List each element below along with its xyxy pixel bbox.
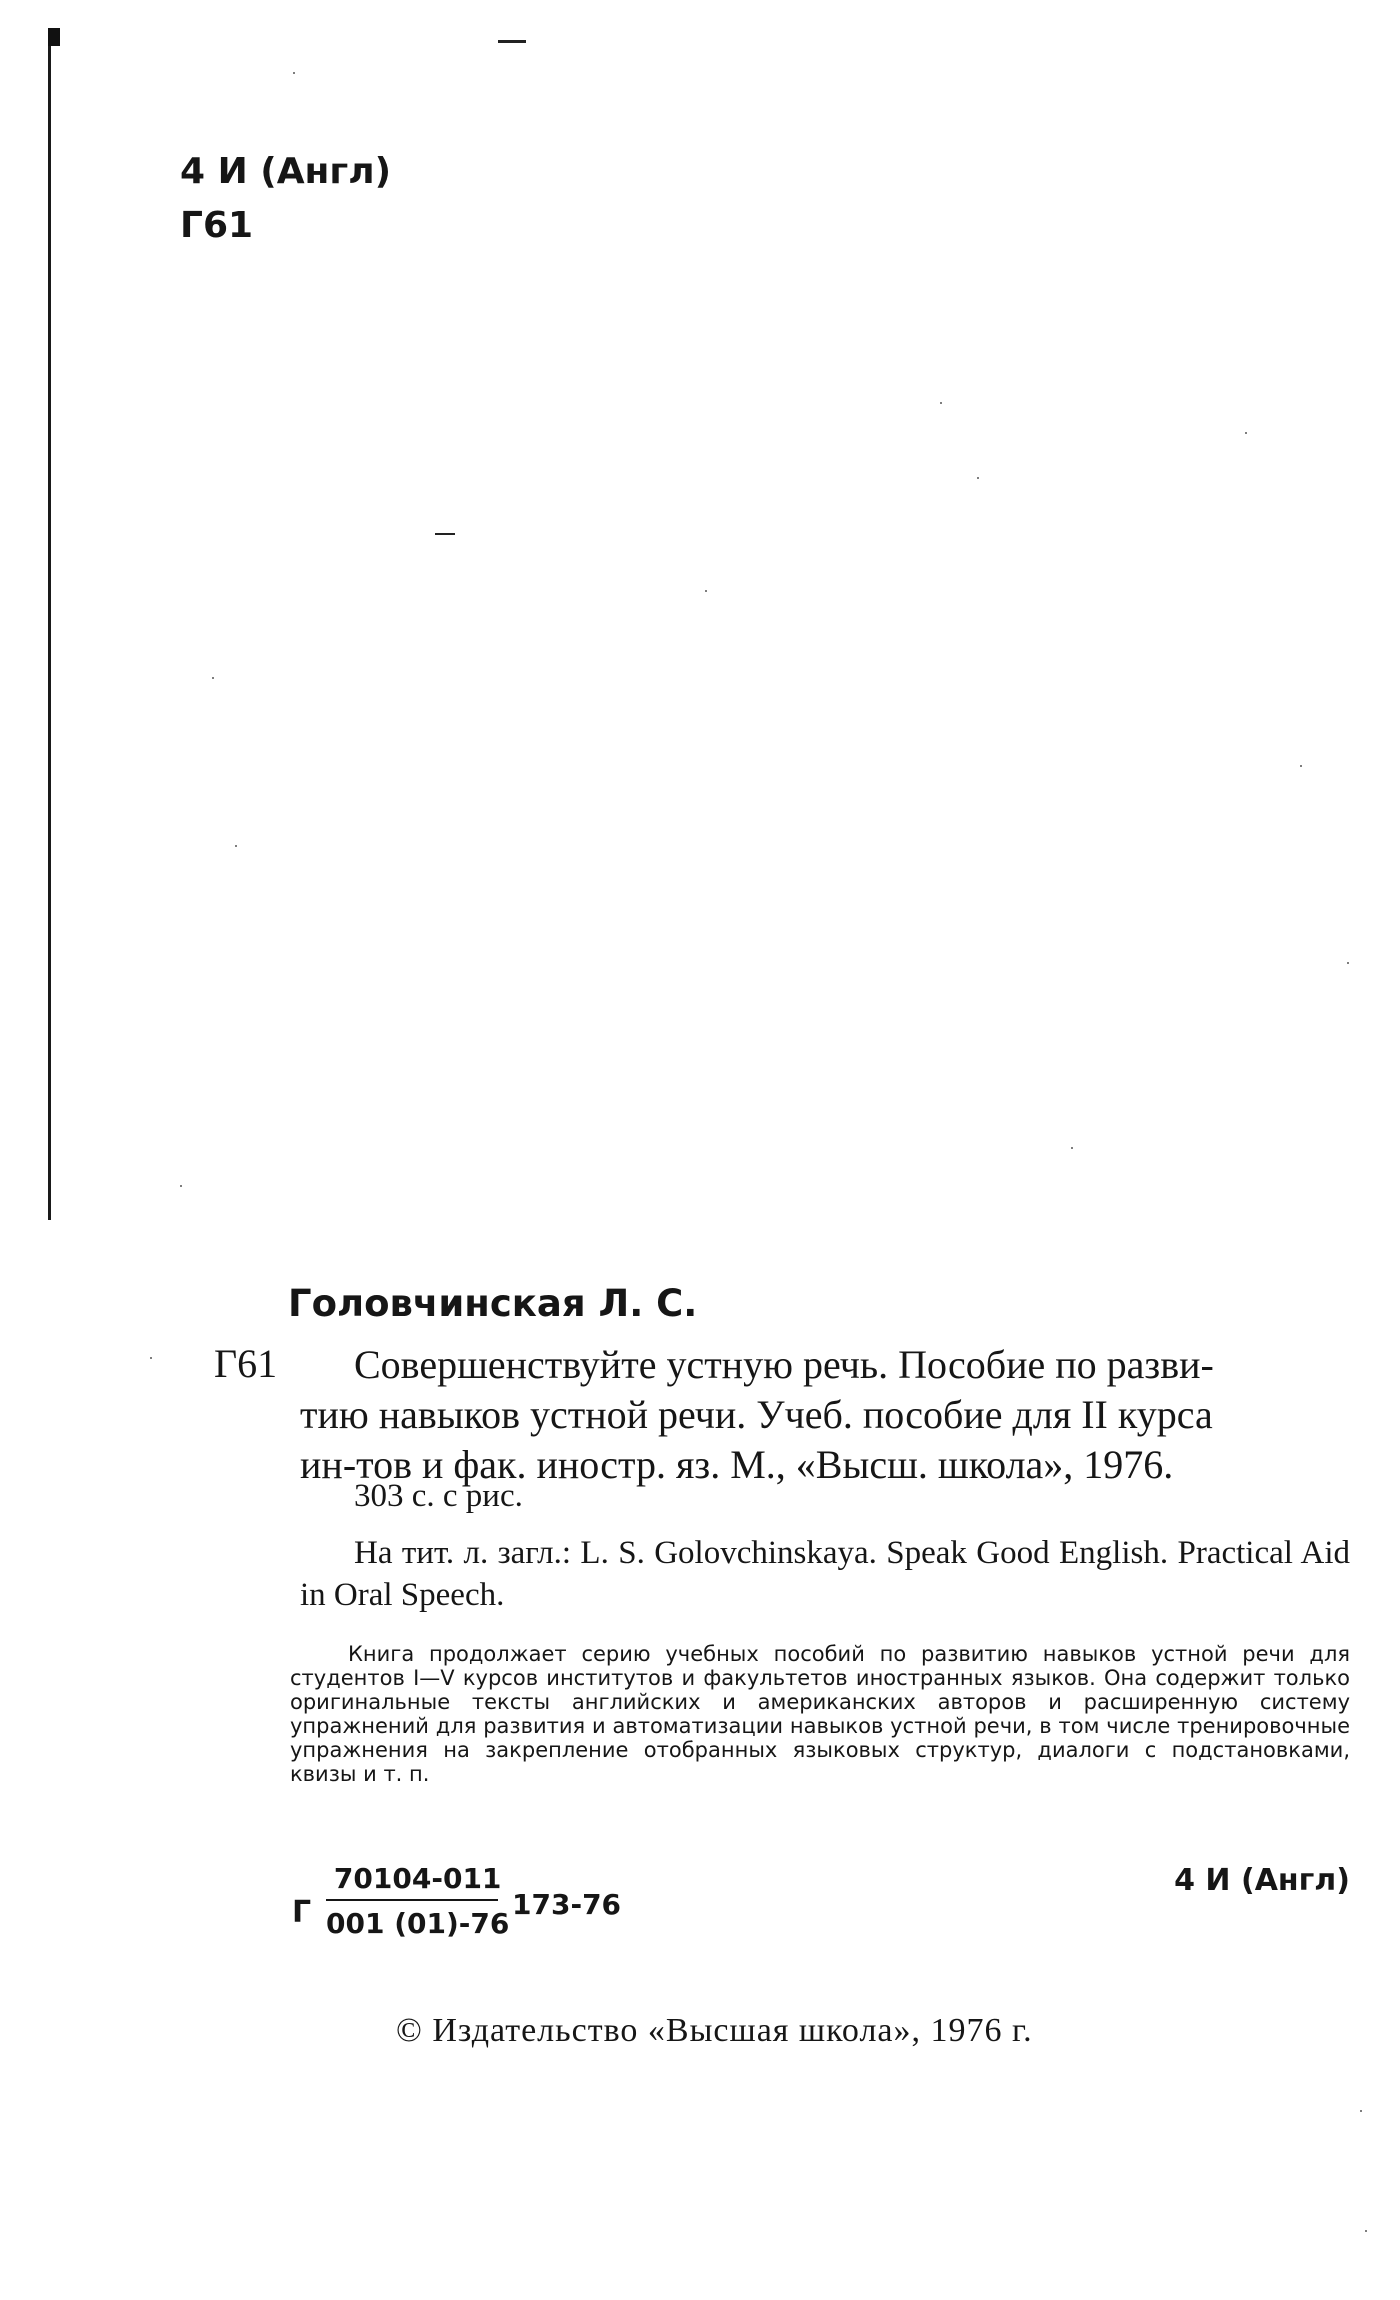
scan-dash-mark [435,533,455,535]
scan-speck [1365,2230,1367,2232]
index-fraction [326,1862,509,1940]
scan-speck [1300,765,1302,767]
index-numerator: 70104-011 [333,1862,502,1895]
scan-speck [977,477,979,479]
scan-speck [705,590,707,592]
scan-speck [180,1185,182,1187]
scan-speck [235,845,237,847]
scan-speck [1347,962,1349,964]
index-denominator: 001 (01)-76 [326,1907,510,1940]
index-class-code: 4 И (Англ) [1174,1863,1350,1898]
book-abstract: Книга продолжает серию учебных пособий по развитию навыков устной речи для студентов I—V курсов институтов и факультетов иностранных языков. Она содержит только оригинальные тексты английских и американских авторов и расширенную систему упражнений для развития и автоматизации навыков устной речи, в том числе тренировочные упражнения на закрепление отобранных языковых структур, диалоги с подстановками, квизы и т. п. [290,1642,1350,1786]
class-code-text: 4 И (Англ) [180,151,392,192]
scan-corner-mark [48,28,60,46]
index-letter: Г [292,1895,312,1930]
scan-speck [1245,432,1247,434]
scan-speck [150,1357,152,1359]
copyright-line: © Издательство «Высшая школа», 1976 г. [396,2012,1033,2049]
scan-margin-line [48,40,51,1220]
scan-speck [940,402,942,404]
index-tail: 173-76 [512,1888,622,1921]
author-name: Головчинская Л. С. [288,1282,698,1325]
title-page-note: На тит. л. загл.: L. S. Golovchinskaya. Speak Good English. Practical Aid in Oral Speech. [300,1535,1350,1613]
scan-speck [1360,2110,1362,2112]
page-count: 303 с. с рис. [354,1478,523,1514]
scan-speck [212,677,214,679]
book-title [300,1340,1350,1490]
scan-dash-mark [498,40,526,43]
classification-code [180,145,391,253]
title-line: Совершенствуйте устную речь. Пособие по разви- [354,1342,1214,1387]
scan-speck [293,72,295,74]
card-index: Г61 [214,1341,278,1386]
title-line: тию навыков устной речи. Учеб. пособие для II курса [300,1392,1213,1437]
scan-speck [1071,1147,1073,1149]
catalog-index-text: Г61 [180,205,254,246]
title-line: ин-тов и фак. иностр. яз. М., «Высш. школа», 1976. [300,1442,1174,1487]
